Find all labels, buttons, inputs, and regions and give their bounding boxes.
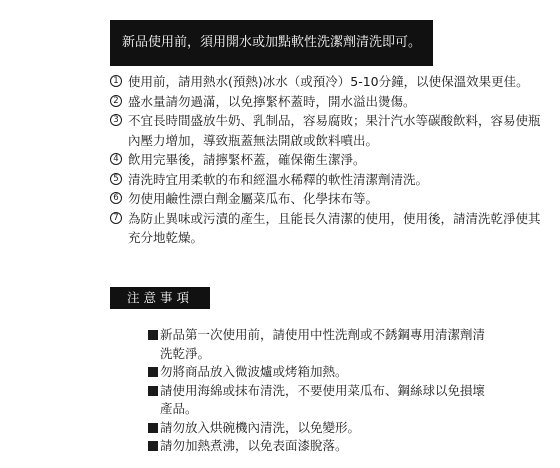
square-bullet-icon bbox=[148, 441, 158, 451]
notice-item-text: 請勿加熱煮沸，以免表面漆脫落。 bbox=[160, 438, 348, 453]
notice-list bbox=[148, 326, 488, 456]
usage-item bbox=[110, 189, 550, 209]
usage-item-text: 不宜長時間盛放牛奶、乳制品，容易腐敗；果汁汽水等碳酸飲料，容易使瓶內壓力增加，導致瓶蓋無法開啟或飲料噴出。 bbox=[128, 113, 541, 148]
notice-item bbox=[148, 363, 488, 382]
top-instruction-banner: 新品使用前，須用開水或加點軟性洗潔劑清洗即可。 bbox=[110, 20, 433, 66]
usage-item-text: 使用前，請用熱水(預熱)冰水（或預冷）5-10分鐘，以使保溫效果更佳。 bbox=[128, 74, 529, 89]
notice-heading-banner: 注意事項 bbox=[110, 287, 210, 309]
usage-item bbox=[110, 150, 550, 170]
notice-item bbox=[148, 382, 488, 419]
notice-item-text: 請勿放入烘碗機內清洗，以免變形。 bbox=[160, 419, 361, 435]
usage-item bbox=[110, 170, 550, 190]
usage-item-text: 清洗時宜用柔軟的布和經溫水稀釋的軟性清潔劑清洗。 bbox=[128, 171, 429, 187]
circled-number-icon: 6 bbox=[110, 192, 122, 204]
usage-item bbox=[110, 209, 550, 248]
notice-item bbox=[148, 419, 488, 438]
circled-number-icon: 4 bbox=[110, 153, 122, 165]
usage-item-text: 盛水量請勿過滿，以免擰緊杯蓋時，開水溢出燙傷。 bbox=[128, 93, 416, 109]
usage-item bbox=[110, 92, 550, 112]
circled-number-icon: 1 bbox=[110, 75, 122, 87]
circled-number-icon: 5 bbox=[110, 173, 122, 185]
notice-item-text: 勿將商品放入微波爐或烤箱加熱。 bbox=[160, 364, 348, 379]
notice-item bbox=[148, 326, 488, 363]
square-bullet-icon bbox=[148, 367, 158, 377]
circled-number-icon: 7 bbox=[110, 212, 122, 224]
circled-number-icon: 3 bbox=[110, 114, 122, 126]
notice-item-text: 新品第一次使用前，請使用中性洗劑或不銹鋼專用清潔劑清洗乾淨。 bbox=[160, 327, 486, 361]
notice-item bbox=[148, 437, 488, 456]
usage-item-text: 勿使用鹼性漂白劑金屬菜瓜布、化學抹布等。 bbox=[128, 191, 379, 206]
usage-item bbox=[110, 72, 550, 92]
notice-item-text: 請使用海綿或抹布清洗，不要使用菜瓜布、鋼絲球以免損壞產品。 bbox=[160, 382, 486, 416]
square-bullet-icon bbox=[148, 423, 158, 433]
square-bullet-icon bbox=[148, 386, 158, 396]
usage-item-text: 飲用完畢後，請擰緊杯蓋，確保衛生潔淨。 bbox=[128, 152, 366, 167]
circled-number-icon: 2 bbox=[110, 95, 122, 107]
usage-item bbox=[110, 111, 550, 150]
square-bullet-icon bbox=[148, 330, 158, 340]
usage-instructions-list bbox=[110, 72, 550, 248]
usage-item-text: 為防止異味或污漬的產生，且能長久清潔的使用，使用後，請清洗乾淨使其充分地乾燥。 bbox=[128, 210, 541, 245]
